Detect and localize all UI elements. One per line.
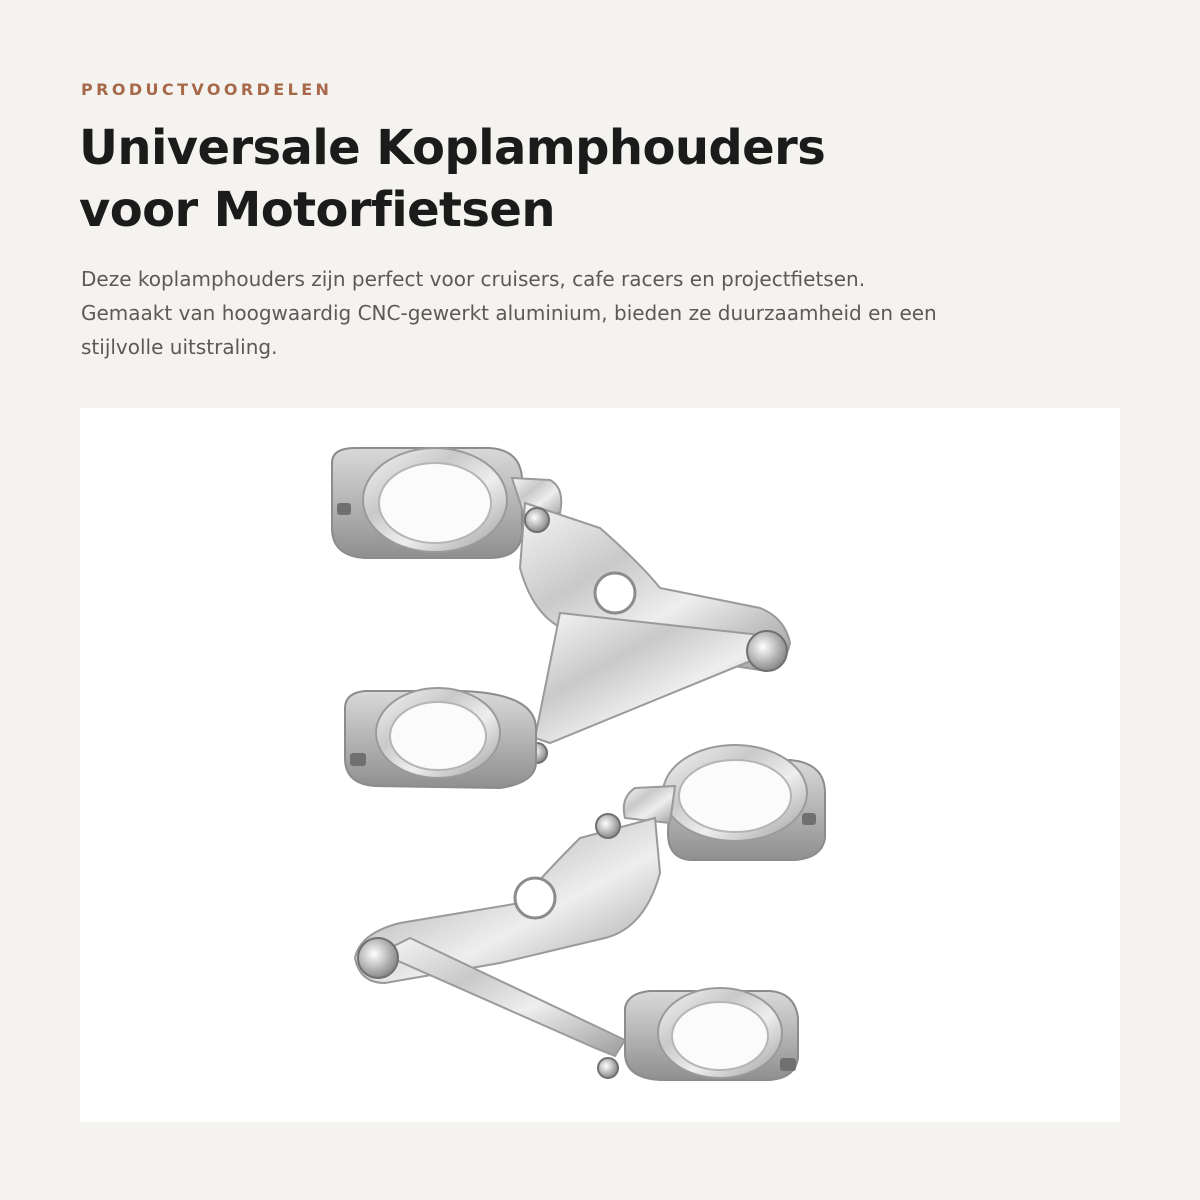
page-title-line: Universale Koplamphouders <box>79 120 826 176</box>
section-eyebrow: PRODUCTVOORDELEN <box>81 80 333 99</box>
bracket-top <box>332 448 790 788</box>
description-line: Gemaakt van hoogwaardig CNC-gewerkt aluminium, bieden ze duurzaamheid en een <box>81 301 937 325</box>
product-photo <box>80 408 1120 1122</box>
description-line: Deze koplamphouders zijn perfect voor cruisers, cafe racers en projectfietsen. <box>81 267 866 291</box>
page-title <box>79 117 825 241</box>
product-description <box>81 262 1121 364</box>
clamp-ring <box>625 988 798 1080</box>
page-title-line: voor Motorfietsen <box>79 182 555 238</box>
bracket-bottom <box>355 745 825 1080</box>
clamp-ring <box>345 688 536 788</box>
bracket-arm <box>355 814 660 1078</box>
bracket-arm <box>520 503 790 763</box>
description-line: stijlvolle uitstraling. <box>81 335 278 359</box>
headlight-brackets-illustration <box>80 408 1120 1122</box>
